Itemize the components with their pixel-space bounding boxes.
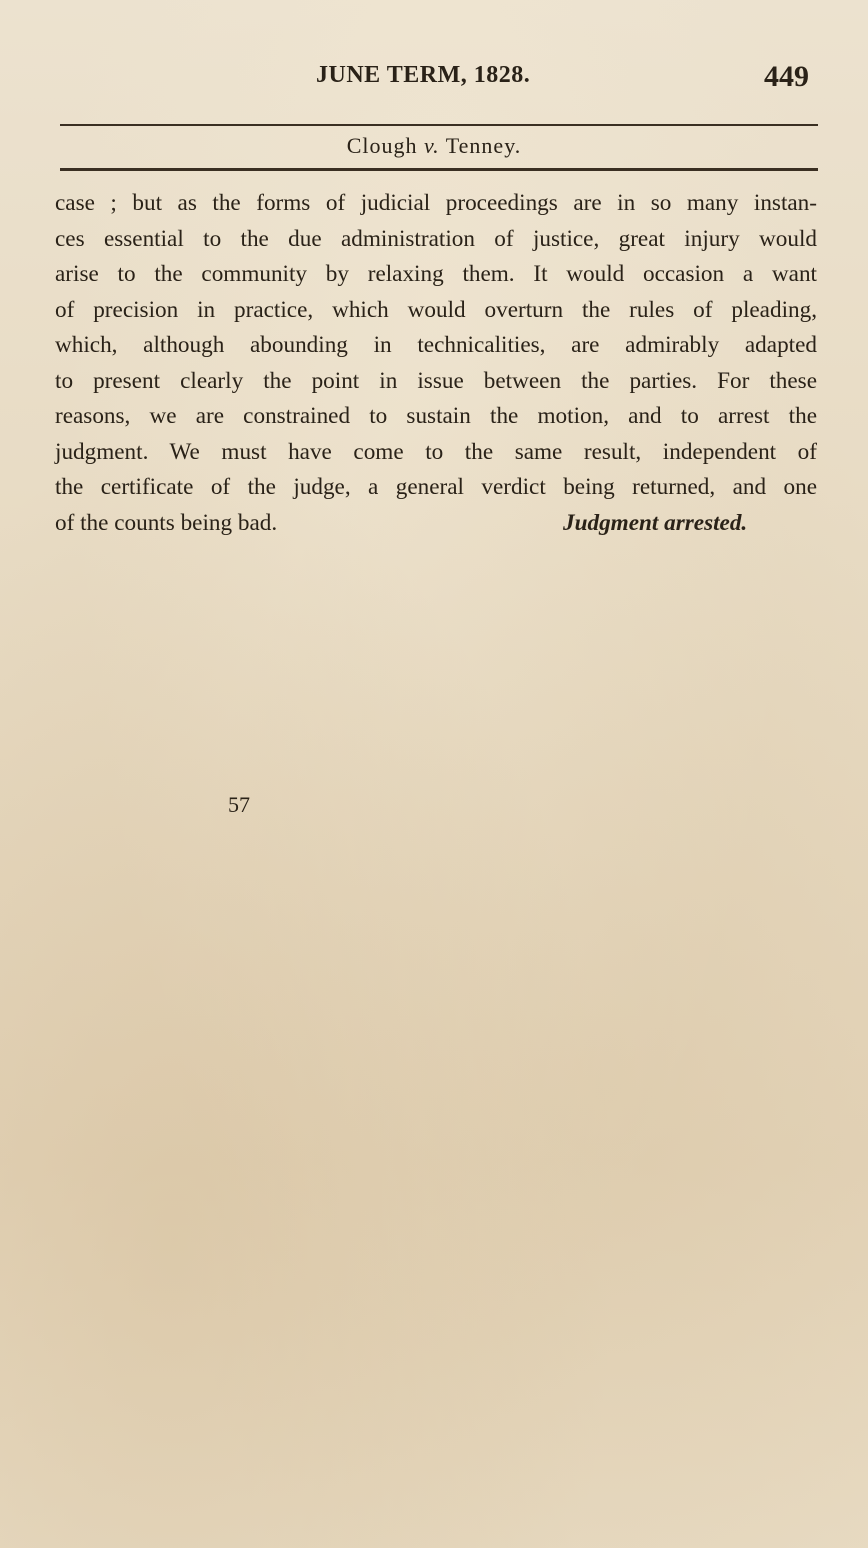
text-line: reasons, we are constrained to sustain the motion, and to arrest the xyxy=(55,403,817,429)
text-line: of precision in practice, which would overturn the rules of pleading, xyxy=(55,296,817,323)
header-rule-top xyxy=(60,124,818,126)
case-versus: v. xyxy=(424,133,440,158)
header-rule-bottom xyxy=(60,168,818,171)
term-heading: JUNE TERM, 1828. xyxy=(316,62,531,88)
running-head xyxy=(0,60,868,100)
text-line: ces essential to the due administration of justice, great injury would xyxy=(55,225,817,252)
judgment-statement: Judgment arrested. xyxy=(563,509,748,536)
text-line: judgment. We must have come to the same result, independent of xyxy=(55,438,817,465)
case-title xyxy=(0,133,868,159)
last-line-text: of the counts being bad. xyxy=(55,509,278,536)
signature-mark: 57 xyxy=(228,792,250,817)
case-plaintiff: Clough xyxy=(346,133,418,158)
text-line: to present clearly the point in issue between the parties. For these xyxy=(55,367,817,394)
text-line: arise to the community by relaxing them. It would occasion a want xyxy=(55,261,817,287)
text-line: which, although abounding in technicalities, are admirably adapted xyxy=(55,332,817,358)
text-line-last xyxy=(55,506,817,542)
text-line: the certificate of the judge, a general verdict being returned, and one xyxy=(55,474,817,500)
text-line: case ; but as the forms of judicial proceedings are in so many instan- xyxy=(55,190,817,216)
page-number: 449 xyxy=(764,60,809,93)
body-text xyxy=(55,186,817,541)
case-defendant: Tenney. xyxy=(445,133,522,158)
